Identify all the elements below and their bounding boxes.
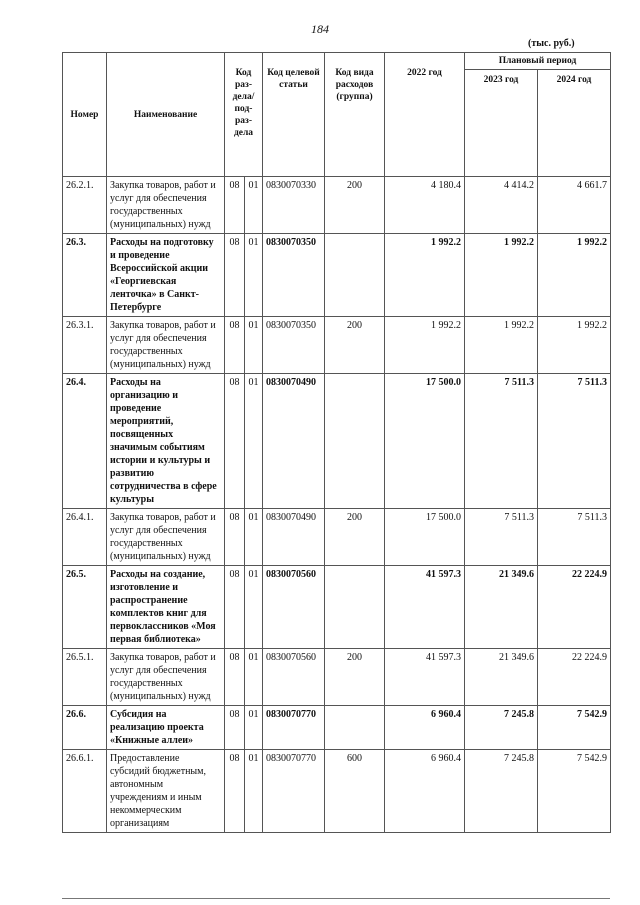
row-value-2024: 7 511.3 bbox=[538, 374, 611, 509]
row-expense-type bbox=[325, 234, 385, 317]
row-subsection: 01 bbox=[245, 509, 263, 566]
header-2024: 2024 год bbox=[538, 70, 611, 177]
row-expense-type bbox=[325, 374, 385, 509]
table-row bbox=[63, 649, 611, 706]
row-value-2024: 22 224.9 bbox=[538, 566, 611, 649]
row-value-2022: 1 992.2 bbox=[385, 317, 465, 374]
row-value-2023: 21 349.6 bbox=[465, 649, 538, 706]
row-target: 0830070560 bbox=[263, 566, 325, 649]
row-target: 0830070560 bbox=[263, 649, 325, 706]
row-value-2022: 17 500.0 bbox=[385, 374, 465, 509]
row-value-2022: 41 597.3 bbox=[385, 566, 465, 649]
row-value-2023: 1 992.2 bbox=[465, 317, 538, 374]
row-number: 26.6.1. bbox=[63, 750, 107, 833]
row-target: 0830070350 bbox=[263, 234, 325, 317]
row-name: Расходы на подготовку и проведение Всероссийской акции «Георгиевская ленточка» в Санкт-Петербурге bbox=[107, 234, 225, 317]
row-number: 26.2.1. bbox=[63, 177, 107, 234]
row-target: 0830070770 bbox=[263, 706, 325, 750]
row-value-2022: 6 960.4 bbox=[385, 750, 465, 833]
row-subsection: 01 bbox=[245, 750, 263, 833]
row-value-2022: 41 597.3 bbox=[385, 649, 465, 706]
row-value-2023: 4 414.2 bbox=[465, 177, 538, 234]
row-value-2024: 7 511.3 bbox=[538, 509, 611, 566]
row-target: 0830070490 bbox=[263, 509, 325, 566]
row-number: 26.5. bbox=[63, 566, 107, 649]
header-name: Наименование bbox=[107, 53, 225, 177]
row-name: Субсидия на реализацию проекта «Книжные аллеи» bbox=[107, 706, 225, 750]
row-subsection: 01 bbox=[245, 177, 263, 234]
row-value-2024: 1 992.2 bbox=[538, 317, 611, 374]
row-subsection: 01 bbox=[245, 234, 263, 317]
row-value-2024: 22 224.9 bbox=[538, 649, 611, 706]
row-name: Расходы на создание, изготовление и распространение комплектов книг для первоклассников «Моя первая библиотека» bbox=[107, 566, 225, 649]
row-subsection: 01 bbox=[245, 706, 263, 750]
row-target: 0830070770 bbox=[263, 750, 325, 833]
row-value-2022: 17 500.0 bbox=[385, 509, 465, 566]
row-section: 08 bbox=[225, 317, 245, 374]
row-number: 26.3.1. bbox=[63, 317, 107, 374]
row-value-2023: 1 992.2 bbox=[465, 234, 538, 317]
page-number: 184 bbox=[311, 22, 329, 36]
table-row bbox=[63, 177, 611, 234]
budget-table bbox=[62, 52, 611, 833]
row-name: Расходы на организацию и проведение мероприятий, посвященных значимым событиям истории и культуры и развитию сотрудничества в сфере культуры bbox=[107, 374, 225, 509]
row-target: 0830070350 bbox=[263, 317, 325, 374]
header-2023: 2023 год bbox=[465, 70, 538, 177]
row-section: 08 bbox=[225, 750, 245, 833]
row-expense-type: 200 bbox=[325, 649, 385, 706]
row-name: Закупка товаров, работ и услуг для обеспечения государственных (муниципальных) нужд bbox=[107, 509, 225, 566]
row-value-2024: 7 542.9 bbox=[538, 706, 611, 750]
row-expense-type: 200 bbox=[325, 509, 385, 566]
table-row bbox=[63, 234, 611, 317]
header-planned: Плановый период bbox=[465, 53, 611, 70]
header-expense-type: Код вида расходов (группа) bbox=[325, 53, 385, 177]
row-section: 08 bbox=[225, 566, 245, 649]
row-value-2024: 1 992.2 bbox=[538, 234, 611, 317]
header-section: Код раз-дела/ под-раз-дела bbox=[225, 53, 263, 177]
row-value-2024: 4 661.7 bbox=[538, 177, 611, 234]
row-value-2023: 21 349.6 bbox=[465, 566, 538, 649]
row-target: 0830070490 bbox=[263, 374, 325, 509]
row-expense-type: 600 bbox=[325, 750, 385, 833]
table-row bbox=[63, 750, 611, 833]
bottom-rule bbox=[62, 898, 610, 899]
row-name: Закупка товаров, работ и услуг для обеспечения государственных (муниципальных) нужд bbox=[107, 317, 225, 374]
row-name: Закупка товаров, работ и услуг для обеспечения государственных (муниципальных) нужд bbox=[107, 649, 225, 706]
header-target: Код целевой статьи bbox=[263, 53, 325, 177]
row-expense-type bbox=[325, 706, 385, 750]
row-value-2024: 7 542.9 bbox=[538, 750, 611, 833]
row-section: 08 bbox=[225, 706, 245, 750]
row-expense-type: 200 bbox=[325, 317, 385, 374]
row-value-2023: 7 511.3 bbox=[465, 509, 538, 566]
row-expense-type: 200 bbox=[325, 177, 385, 234]
row-value-2022: 1 992.2 bbox=[385, 234, 465, 317]
row-section: 08 bbox=[225, 234, 245, 317]
header-number: Номер bbox=[63, 53, 107, 177]
row-subsection: 01 bbox=[245, 566, 263, 649]
row-number: 26.4. bbox=[63, 374, 107, 509]
row-number: 26.4.1. bbox=[63, 509, 107, 566]
row-expense-type bbox=[325, 566, 385, 649]
row-value-2023: 7 245.8 bbox=[465, 706, 538, 750]
row-subsection: 01 bbox=[245, 649, 263, 706]
row-value-2023: 7 245.8 bbox=[465, 750, 538, 833]
row-number: 26.6. bbox=[63, 706, 107, 750]
table-row bbox=[63, 374, 611, 509]
row-section: 08 bbox=[225, 509, 245, 566]
units-label: (тыс. руб.) bbox=[528, 38, 575, 49]
row-number: 26.3. bbox=[63, 234, 107, 317]
row-value-2023: 7 511.3 bbox=[465, 374, 538, 509]
row-number: 26.5.1. bbox=[63, 649, 107, 706]
table-row bbox=[63, 317, 611, 374]
row-subsection: 01 bbox=[245, 317, 263, 374]
row-name: Закупка товаров, работ и услуг для обеспечения государственных (муниципальных) нужд bbox=[107, 177, 225, 234]
row-value-2022: 4 180.4 bbox=[385, 177, 465, 234]
row-section: 08 bbox=[225, 649, 245, 706]
header-2022: 2022 год bbox=[385, 53, 465, 177]
row-target: 0830070330 bbox=[263, 177, 325, 234]
table-row bbox=[63, 566, 611, 649]
row-section: 08 bbox=[225, 177, 245, 234]
row-section: 08 bbox=[225, 374, 245, 509]
row-subsection: 01 bbox=[245, 374, 263, 509]
row-name: Предоставление субсидий бюджетным, автономным учреждениям и иным некоммерческим организациям bbox=[107, 750, 225, 833]
table-row bbox=[63, 706, 611, 750]
table-row bbox=[63, 509, 611, 566]
row-value-2022: 6 960.4 bbox=[385, 706, 465, 750]
